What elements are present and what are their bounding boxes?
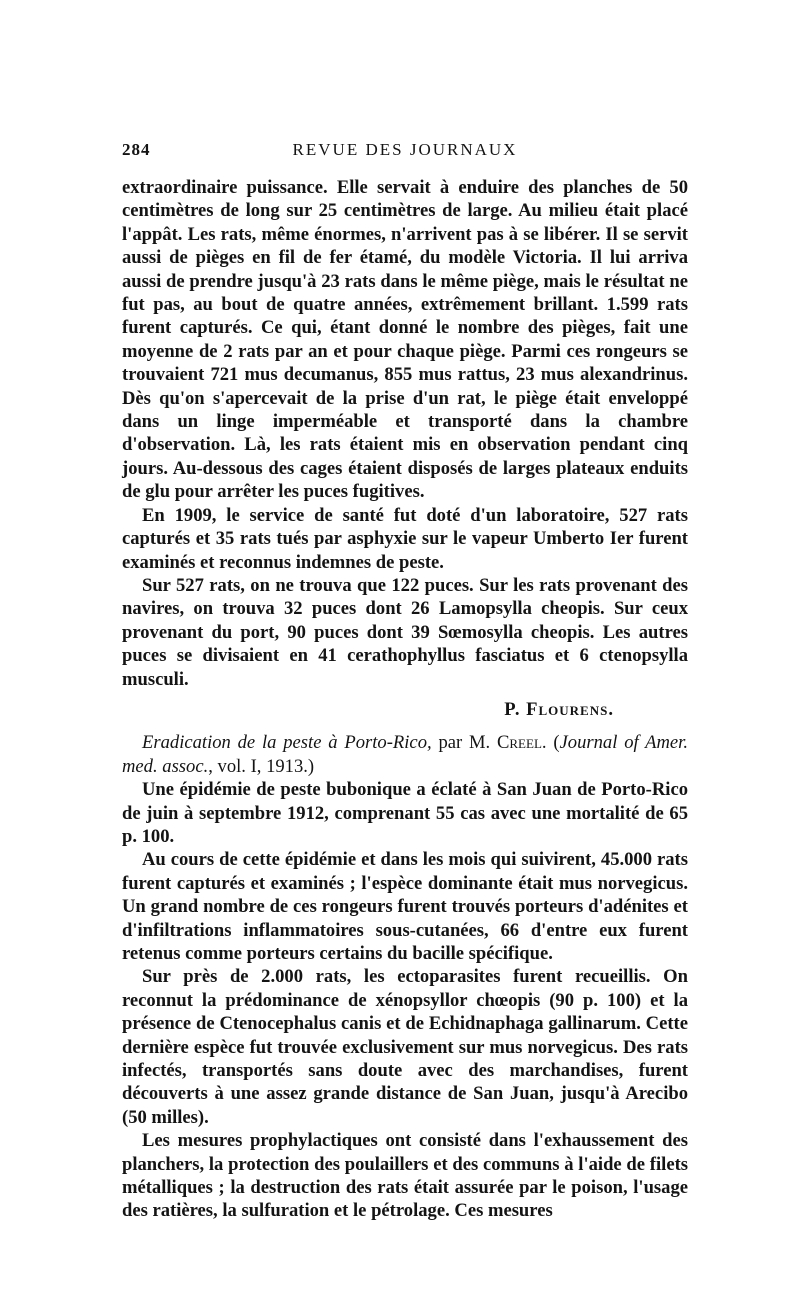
- paragraph: Une épidémie de peste bubonique a éclaté à San Juan de Porto-Rico de juin à septembre 1912, comprenant 55 cas avec une mortalité de 65 p. 100.: [122, 779, 688, 847]
- journal-name: Journal of Amer. med. assoc.: [122, 732, 688, 777]
- signature-name: P. Flourens.: [504, 698, 614, 720]
- article-author: Creel: [496, 732, 542, 754]
- article-after-author: . (: [541, 732, 560, 754]
- body-text: [122, 176, 688, 1223]
- paragraph: En 1909, le service de santé fut doté d'un laboratoire, 527 rats capturés et 35 rats tués par asphyxie sur le vapeur Umberto Ier furent examinés et reconnus indemnes de peste.: [122, 504, 688, 573]
- author-signature: [122, 698, 688, 721]
- running-title: REVUE DES JOURNAUX: [292, 140, 518, 159]
- paragraph: Sur près de 2.000 rats, les ectoparasites furent recueillis. On reconnut la prédominance de xénopsyllor chœopis (90 p. 100) et la présence de Ctenocephalus canis et de Echidnaphaga gallinarum. Cette dernière espèce fut trouvée exclusivement sur mus norvegicus. Des rats infectés, transportés sans doute avec des marchandises, furent découverts à une assez grande distance de San Juan, jusqu'à Arecibo (50 milles).: [122, 966, 688, 1128]
- page-header: [122, 140, 688, 164]
- paragraph: Au cours de cette épidémie et dans les mois qui suivirent, 45.000 rats furent capturés et examinés ; l'espèce dominante était mus norvegicus. Un grand nombre de ces rongeurs furent trouvés porteurs d'adénites et d'infiltrations inflammatoires sous-cutanées, 66 d'entre eux furent retenus comme porteurs certains du bacille spécifique.: [122, 849, 688, 964]
- article-heading: [122, 731, 688, 778]
- article-citation: , vol. I, 1913.): [208, 755, 315, 777]
- paragraph: Sur 527 rats, on ne trouva que 122 puces. Sur les rats provenant des navires, on trouva 32 puces dont 26 Lamopsylla cheopis. Sur ceux provenant du port, 90 puces dont 39 Sœmosylla cheopis. Les autres puces se divisaient en 41 cerathophyllus fasciatus et 6 ctenopsylla musculi.: [122, 574, 688, 690]
- article-title: Eradication de la peste à Porto-Rico,: [142, 732, 432, 754]
- continued-paragraph: extraordinaire puissance. Elle servait à enduire des planches de 50 centimètres de long sur 25 centimètres de large. Au milieu était placé l'appât. Les rats, même énormes, n'arrivent pas à se libérer. Il se servit aussi de pièges en fil de fer étamé, du modèle Victoria. Il lui arriva aussi de prendre jusqu'à 23 rats dans le même piège, mais le résultat ne fut pas, au bout de quatre années, extrêmement brillant. 1.599 rats furent capturés. Ce qui, étant donné le nombre des pièges, fait une moyenne de 2 rats par an et pour chaque piège. Parmi ces rongeurs se trouvaient 721 mus decumanus, 855 mus rattus, 23 mus alexandrinus. Dès qu'on s'apercevait de la prise d'un rat, le piège était enveloppé dans un linge imperméable et transporté dans la chambre d'observation. Là, les rats étaient mis en observation pendant cinq jours. Au-dessous des cages étaient disposés de larges plateaux enduits de glu pour arrêter les puces fugitives.: [122, 177, 688, 503]
- article-by: par M.: [431, 732, 497, 754]
- section-gap: [122, 721, 688, 731]
- paragraph: Les mesures prophylactiques ont consisté dans l'exhaussement des planchers, la protection des poulaillers et des communs à l'aide de filets métalliques ; la destruction des rats était assurée par le poison, l'usage des ratières, la sulfuration et le pétrolage. Ces mesures: [122, 1130, 688, 1222]
- page-number: 284: [122, 140, 151, 159]
